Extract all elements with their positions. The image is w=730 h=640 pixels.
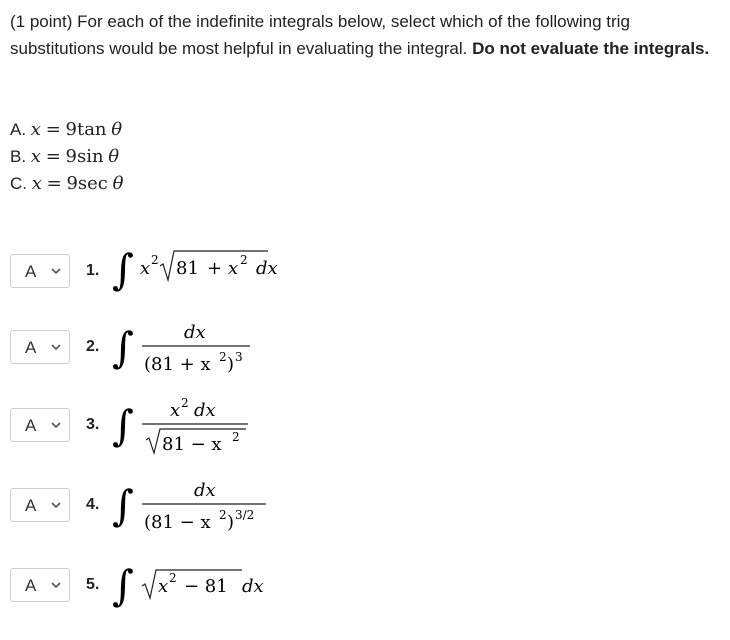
svg-text:2: 2 bbox=[232, 430, 240, 444]
svg-text:dx: dx bbox=[194, 400, 216, 421]
svg-text:81: 81 bbox=[176, 258, 199, 279]
chevron-down-icon bbox=[49, 576, 63, 594]
problem-statement bbox=[10, 8, 722, 62]
svg-text:dx: dx bbox=[184, 322, 206, 343]
chevron-down-icon bbox=[49, 338, 63, 356]
question-number: 1. bbox=[86, 262, 100, 279]
chevron-down-icon bbox=[49, 496, 63, 514]
question-1 bbox=[10, 240, 710, 300]
substitution-options bbox=[10, 116, 123, 197]
svg-text:): ) bbox=[227, 512, 235, 533]
integral-sign: ∫ bbox=[112, 481, 134, 530]
svg-text:dx: dx bbox=[242, 576, 264, 597]
answer-select-3[interactable]: A bbox=[10, 408, 70, 442]
svg-text:x: x bbox=[158, 576, 169, 597]
svg-text:2: 2 bbox=[151, 253, 159, 267]
integral-sign: ∫ bbox=[112, 323, 134, 372]
svg-text:2: 2 bbox=[181, 396, 189, 410]
answer-select-5[interactable]: A bbox=[10, 568, 70, 602]
points-label: (1 point) bbox=[10, 12, 73, 31]
question-2 bbox=[10, 318, 710, 378]
svg-text:2: 2 bbox=[219, 508, 227, 522]
svg-text:81 − x: 81 − x bbox=[162, 434, 222, 455]
svg-text:x: x bbox=[170, 400, 181, 421]
svg-text:x: x bbox=[228, 258, 239, 279]
question-number: 3. bbox=[86, 416, 100, 433]
integral-expression-2 bbox=[110, 318, 370, 387]
svg-text:(81 + x: (81 + x bbox=[144, 354, 211, 375]
question-number: 4. bbox=[86, 496, 100, 513]
question-5 bbox=[10, 556, 710, 616]
integral-sign: ∫ bbox=[112, 245, 134, 294]
answer-select-2[interactable]: A bbox=[10, 330, 70, 364]
integral-expression-3 bbox=[110, 396, 370, 465]
svg-text:dx: dx bbox=[256, 258, 278, 279]
svg-text:− 81: − 81 bbox=[184, 576, 228, 597]
prompt-text: For each of the indefinite integrals below, select which of the following trig substitutions would be most helpful in evaluating the integral. bbox=[10, 12, 630, 58]
svg-text:): ) bbox=[227, 354, 235, 375]
svg-text:dx: dx bbox=[194, 480, 216, 501]
svg-text:2: 2 bbox=[240, 253, 248, 267]
svg-text:x: x bbox=[140, 258, 151, 279]
svg-text:2: 2 bbox=[219, 350, 227, 364]
svg-text:3: 3 bbox=[235, 350, 243, 364]
integral-expression-5 bbox=[110, 556, 370, 623]
chevron-down-icon bbox=[49, 262, 63, 280]
integral-sign: ∫ bbox=[112, 401, 134, 450]
option-a: A. x = 9tan θ bbox=[10, 119, 123, 140]
integral-sign: ∫ bbox=[112, 561, 134, 610]
question-number: 2. bbox=[86, 338, 100, 355]
svg-text:2: 2 bbox=[169, 571, 177, 585]
question-4 bbox=[10, 476, 710, 536]
svg-text:+: + bbox=[207, 258, 223, 279]
answer-select-1[interactable]: A bbox=[10, 254, 70, 288]
svg-text:(81 − x: (81 − x bbox=[144, 512, 211, 533]
question-3 bbox=[10, 396, 710, 456]
answer-select-4[interactable]: A bbox=[10, 488, 70, 522]
question-number: 5. bbox=[86, 576, 100, 593]
option-c: C. x = 9sec θ bbox=[10, 173, 124, 194]
integral-expression-1 bbox=[110, 240, 370, 305]
option-b: B. x = 9sin θ bbox=[10, 146, 120, 167]
svg-text:3/2: 3/2 bbox=[235, 508, 255, 522]
chevron-down-icon bbox=[49, 416, 63, 434]
instruction-text: Do not evaluate the integrals. bbox=[472, 39, 710, 58]
integral-expression-4 bbox=[110, 476, 370, 545]
